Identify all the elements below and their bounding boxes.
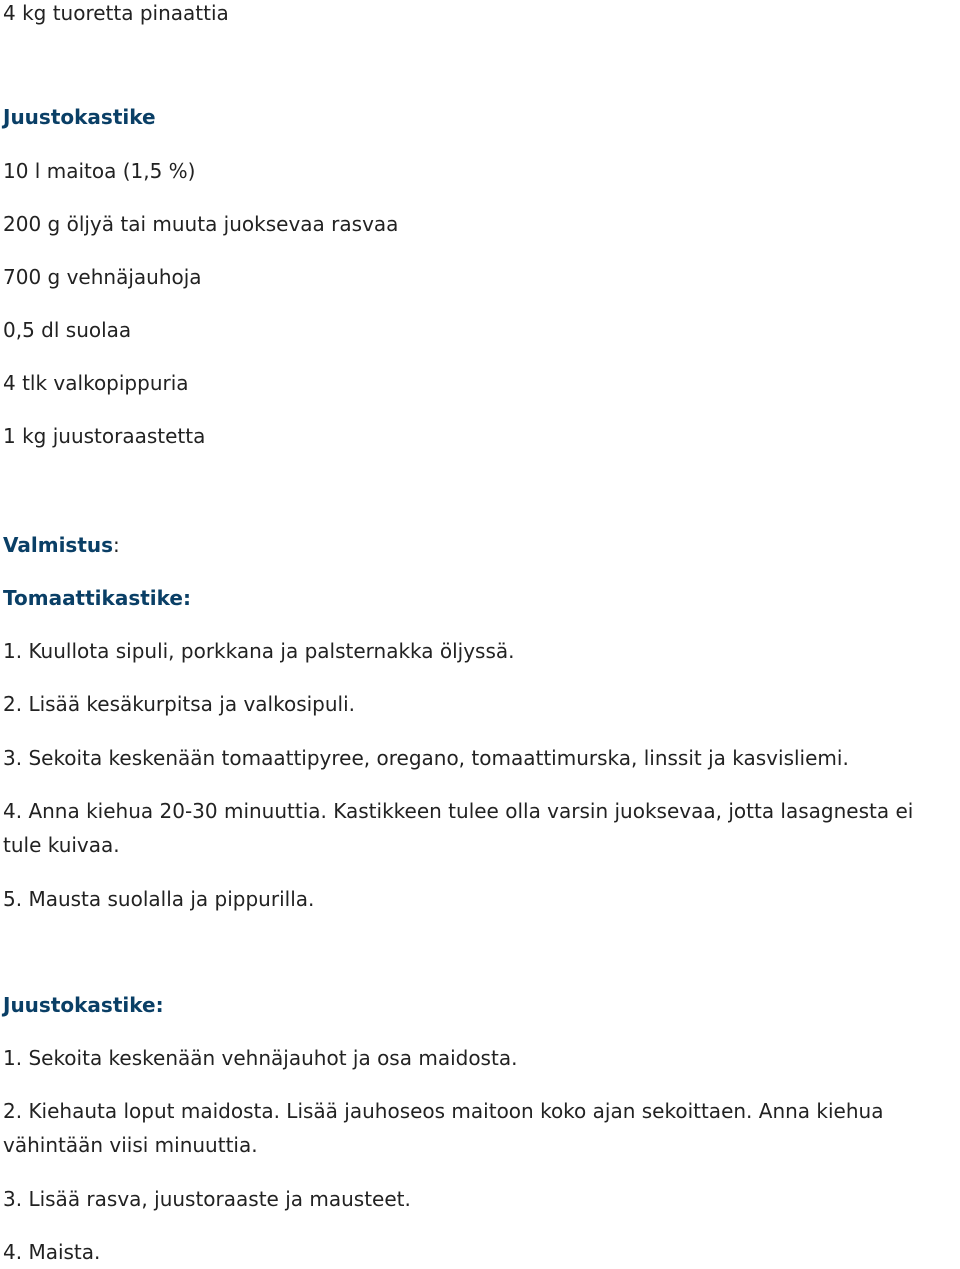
preparation-heading-line <box>3 528 120 562</box>
tomato-step-5: 5. Mausta suolalla ja pippurilla. <box>3 887 315 911</box>
ingredient-milk: 10 l maitoa (1,5 %) <box>3 159 196 183</box>
tomato-step-4: 4. Anna kiehua 20-30 minuuttia. Kastikkeen tulee olla varsin juoksevaa, jotta lasagnesta ei tule kuivaa. <box>3 799 914 857</box>
cheese-step-4: 4. Maista. <box>3 1240 101 1264</box>
tomato-step-1: 1. Kuullota sipuli, porkkana ja palsternakka öljyssä. <box>3 639 515 663</box>
cheese-step-1: 1. Sekoita keskenään vehnäjauhot ja osa maidosta. <box>3 1046 518 1070</box>
ingredient-grated-cheese: 1 kg juustoraastetta <box>3 424 206 448</box>
preparation-heading-colon: : <box>113 533 120 557</box>
cheese-step-3: 3. Lisää rasva, juustoraaste ja mausteet. <box>3 1187 411 1211</box>
ingredient-white-pepper: 4 tlk valkopippuria <box>3 371 189 395</box>
tomato-step-2: 2. Lisää kesäkurpitsa ja valkosipuli. <box>3 692 356 716</box>
cheese-sauce-ingredients-heading: Juustokastike <box>3 105 156 129</box>
cheese-sauce-heading: Juustokastike: <box>3 993 164 1017</box>
tomato-sauce-heading: Tomaattikastike: <box>3 586 191 610</box>
ingredient-flour: 700 g vehnäjauhoja <box>3 265 202 289</box>
ingredient-salt: 0,5 dl suolaa <box>3 318 132 342</box>
cheese-step-2: 2. Kiehauta loput maidosta. Lisää jauhoseos maitoon koko ajan sekoittaen. Anna kiehua vähintään viisi minuuttia. <box>3 1099 884 1157</box>
ingredient-oil: 200 g öljyä tai muuta juoksevaa rasvaa <box>3 212 399 236</box>
tomato-step-3: 3. Sekoita keskenään tomaattipyree, oregano, tomaattimurska, linssit ja kasvisliemi. <box>3 746 849 770</box>
preparation-heading: Valmistus <box>3 533 114 557</box>
ingredient-spinach: 4 kg tuoretta pinaattia <box>3 1 229 25</box>
